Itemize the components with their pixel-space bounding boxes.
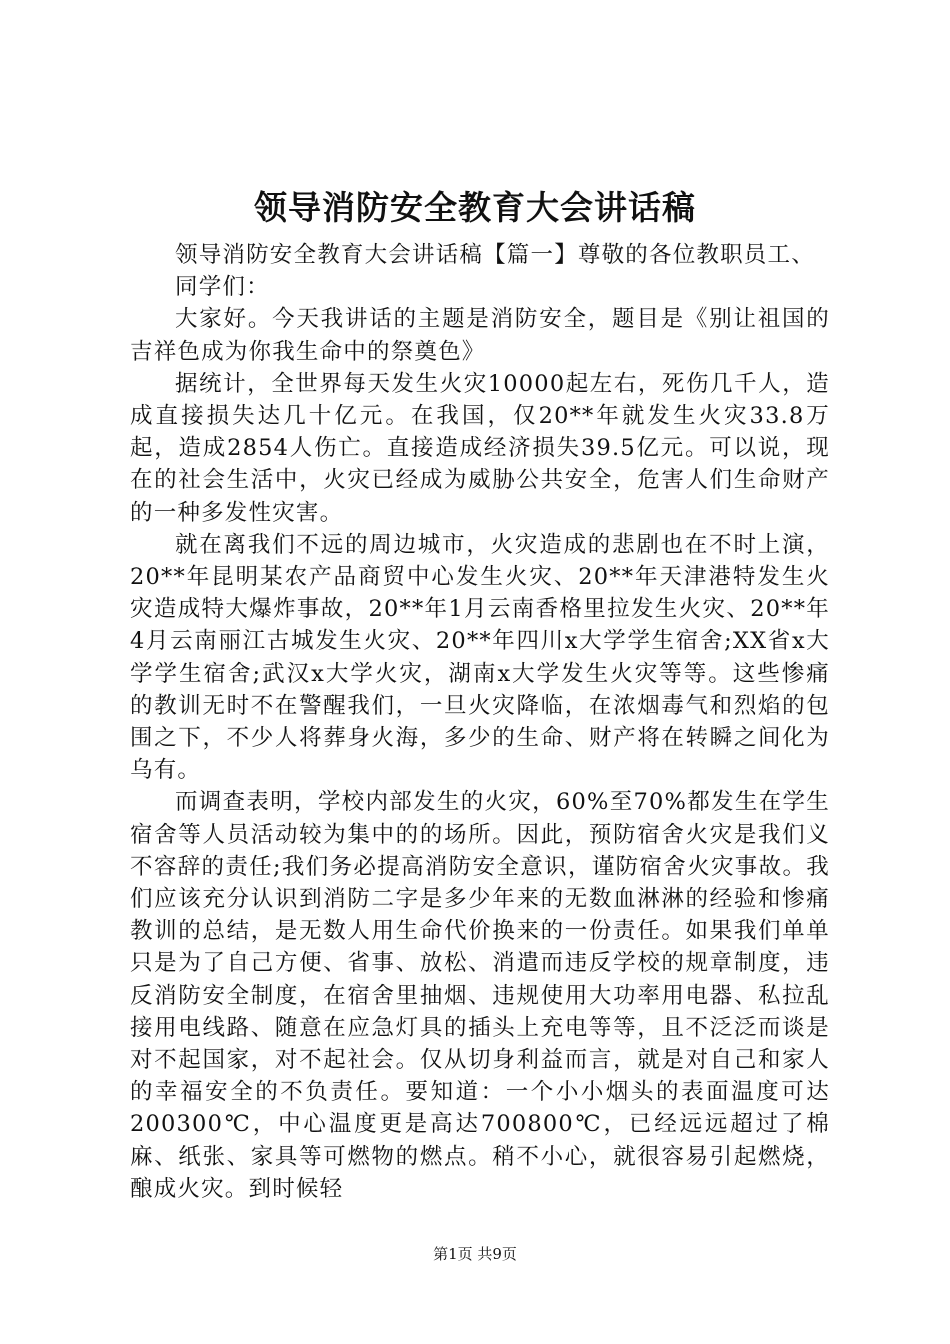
paragraph-4: 据统计，全世界每天发生火灾10000起左右，死伤几千人，造成直接损失达几十亿元。在我国，仅20**年就发生火灾33.8万起，造成2854人伤亡。直接造成经济损失39.5亿元。可以说，现在的社会生活中，火灾已经成为威胁公共安全，危害人们生命财产的一种多发性灾害。 (130, 370, 830, 526)
paragraph-2: 同学们： (175, 274, 270, 301)
paragraph-1: 领导消防安全教育大会讲话稿【篇一】尊敬的各位教职员工、 (175, 242, 815, 268)
page-footer: 第1页 共9页 (433, 1245, 517, 1263)
paragraph-6: 而调查表明，学校内部发生的火灾，60%至70%都发生在学生宿舍等人员活动较为集中的的场所。因此，预防宿舍火灾是我们义不容辞的责任;我们务必提高消防安全意识，谨防宿舍火灾事故。我们应该充分认识到消防二字是多少年来的无数血淋淋的经验和惨痛教训的总结，是无数人用生命代价换来的一份责任。如果我们单单只是为了自己方便、省事、放松、消遣而违反学校的规章制度，违反消防安全制度，在宿舍里抽烟、违规使用大功率用电器、私拉乱接用电线路、随意在应急灯具的插头上充电等等，且不泛泛而谈是对不起国家，对不起社会。仅从切身利益而言，就是对自己和家人的幸福安全的不负责任。要知道：一个小小烟头的表面温度可达200300℃，中心温度更是高达700800℃，已经远远超过了棉麻、纸张、家具等可燃物的燃点。稍不小心，就很容易引起燃烧，酿成火灾。到时候轻 (130, 789, 830, 1202)
paragraph-3: 大家好。今天我讲话的主题是消防安全，题目是《别让祖国的吉祥色成为你我生命中的祭奠色》 (130, 306, 830, 365)
document-title: 领导消防安全教育大会讲话稿 (254, 188, 696, 227)
paragraph-5: 就在离我们不远的周边城市，火灾造成的悲剧也在不时上演，20**年昆明某农产品商贸中心发生火灾、20**年天津港特发生火灾造成特大爆炸事故，20**年1月云南香格里拉发生火灾、20**年4月云南丽江古城发生火灾、20**年四川x大学学生宿舍;XX省x大学学生宿舍;武汉x大学火灾，湖南x大学发生火灾等等。这些惨痛的教训无时不在警醒我们，一旦火灾降临，在浓烟毒气和烈焰的包围之下，不少人将葬身火海，多少的生命、财产将在转瞬之间化为乌有。 (130, 531, 830, 784)
document-body (130, 239, 830, 1205)
